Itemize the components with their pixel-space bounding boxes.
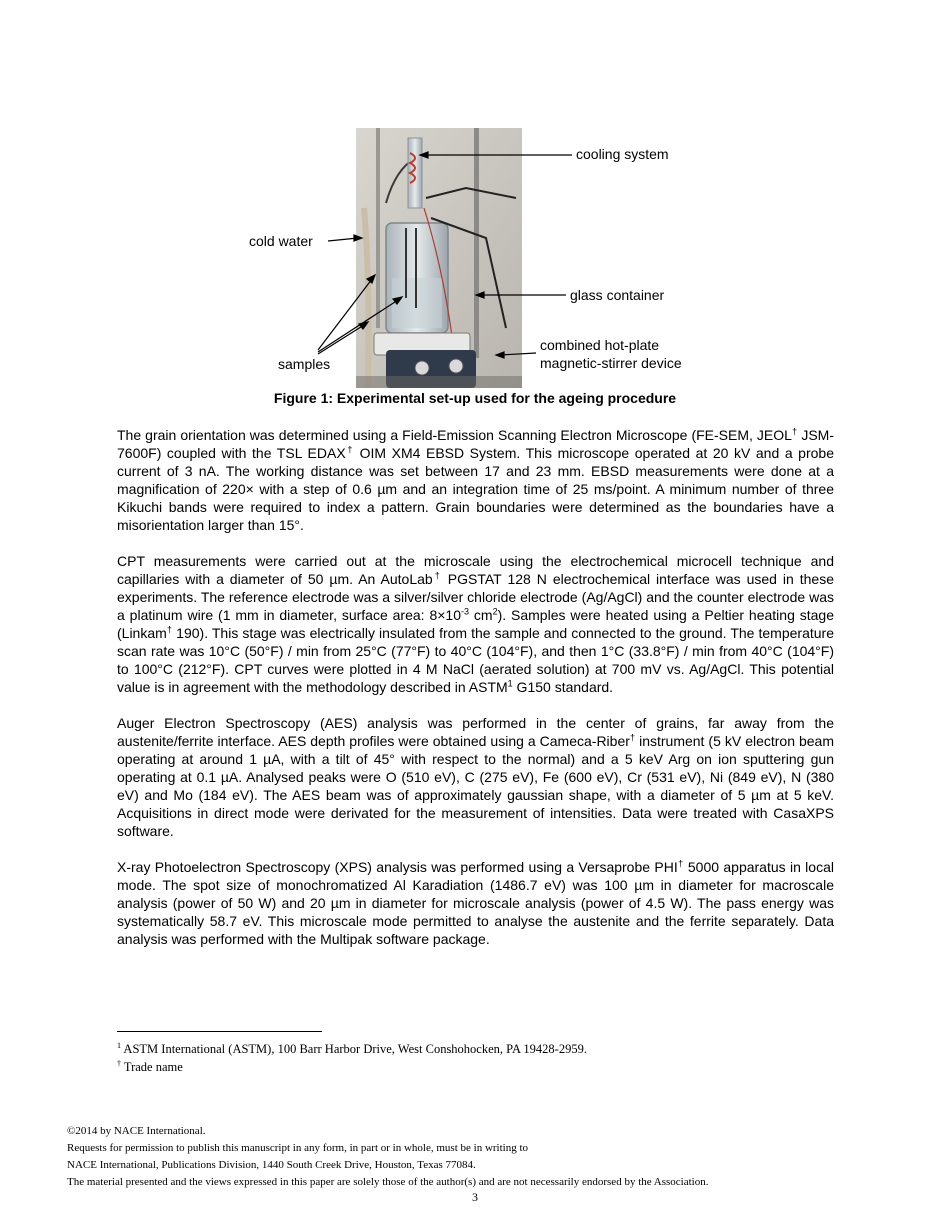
footnote-astm: $^1$ ASTM International (ASTM), 100 Barr Harbor Drive, West Conshohocken, PA 19428-2959. xyxy=(117,1040,587,1056)
footer-copyright: ©2014 by NACE International. xyxy=(67,1125,206,1137)
label-cooling-system: cooling system xyxy=(576,146,669,162)
callout-leader-lines xyxy=(0,0,950,420)
paragraph-aes: Auger Electron Spectroscopy (AES) analysis was performed in the center of grains, far away from the austenite/ferrite interface. AES depth profiles were obtained using a Cameca-Riber† instrument (5 kV electron beam operating at around 1 µA, with a tilt of 45° with respect to the normal) and a 5 keV Arg on ion sputtering gun operating at 0.1 µA. Analysed peaks were O (510 eV), C (275 eV), Fe (600 eV), Cr (531 eV), Ni (849 eV), N (380 eV) and Mo (184 eV). The AES beam was of approximately gaussian shape, with a diameter of 5 µm at 5 keV. Acquisitions in direct mode were derivated for the measurement of intensities. Data were treated with CasaXPS software. xyxy=(117,715,834,839)
label-samples: samples xyxy=(278,356,331,372)
label-glass-container: glass container xyxy=(570,287,665,303)
footer-address: NACE International, Publications Division, 1440 South Creek Drive, Houston, Texas 77084. xyxy=(67,1159,476,1171)
page-footer xyxy=(67,1123,887,1191)
paragraph-ebsd: The grain orientation was determined using a Field-Emission Scanning Electron Microscope (FE-SEM, JEOL† JSM-7600F) coupled with the TSL EDAX† OIM XM4 EBSD System. This microscope operated at 20 kV and a probe current of 3 nA. The working distance was set between 17 and 23 mm. EBSD measurements were done at a magnification of 220× with a step of 0.6 µm and an integration time of 25 ms/point. A minimum number of three Kikuchi bands were required to index a pattern. Grain boundaries were determined as the boundaries have a misorientation larger than 15°. xyxy=(117,426,834,533)
label-combined-device-line1: combined hot-plate xyxy=(540,337,660,353)
body-text xyxy=(117,426,834,966)
paragraph-xps: X-ray Photoelectron Spectroscopy (XPS) analysis was performed using a Versaprobe PHI† 5000 apparatus in local mode. The spot size of monochromatized Al Karadiation (1486.7 eV) was 100 µm in diameter for macroscale analysis (power of 50 W) and 20 µm in diameter for microscale analysis (power of 4.5 W). The pass energy was systematically 58.7 eV. This microscale mode permitted to analyse the austenite and the ferrite separately. Data analysis was performed with the Multipak software package. xyxy=(117,858,834,947)
paragraph-cpt: CPT measurements were carried out at the microscale using the electrochemical microcell technique and capillaries with a diameter of 50 µm. An AutoLab† PGSTAT 128 N electrochemical interface was used in these experiments. The reference electrode was a silver/silver chloride electrode (Ag/AgCl) and the counter electrode was a platinum wire (1 mm in diameter, surface area: $8\times 10^{-3}$ $cm^2$). Samples were heated using a Peltier heating stage (Linkam† 190). This stage was electrically insulated from the sample and connected to the ground. The temperature scan rate was 10°C (50°F) / min from 25°C (77°F) to 40°C (104°F), and then 1°C (33.8°F) / min from 40°C (104°F) to 100°C (212°F). CPT curves were plotted in 4 M NaCl (aerated solution) at 700 mV vs. Ag/AgCl. This potential value is in agreement with the methodology described in ASTM$^1$ G150 standard. xyxy=(117,553,834,695)
footer-permission: Requests for permission to publish this manuscript in any form, in part or in whole, must be in writing to xyxy=(67,1142,529,1154)
label-combined-device-line2: magnetic-stirrer device xyxy=(540,355,682,371)
figure-caption: Figure 1: Experimental set-up used for the ageing procedure xyxy=(273,390,677,406)
footnotes xyxy=(117,1040,877,1076)
footnote-trade-name: † Trade name xyxy=(117,1058,183,1074)
figure-1 xyxy=(0,0,950,420)
label-cold-water: cold water xyxy=(249,233,313,249)
footnote-rule xyxy=(117,1031,322,1032)
footer-disclaimer: The material presented and the views expressed in this paper are solely those of the author(s) and are not necessarily endorsed by the Association. xyxy=(67,1176,709,1188)
page-number: 3 xyxy=(472,1190,478,1204)
